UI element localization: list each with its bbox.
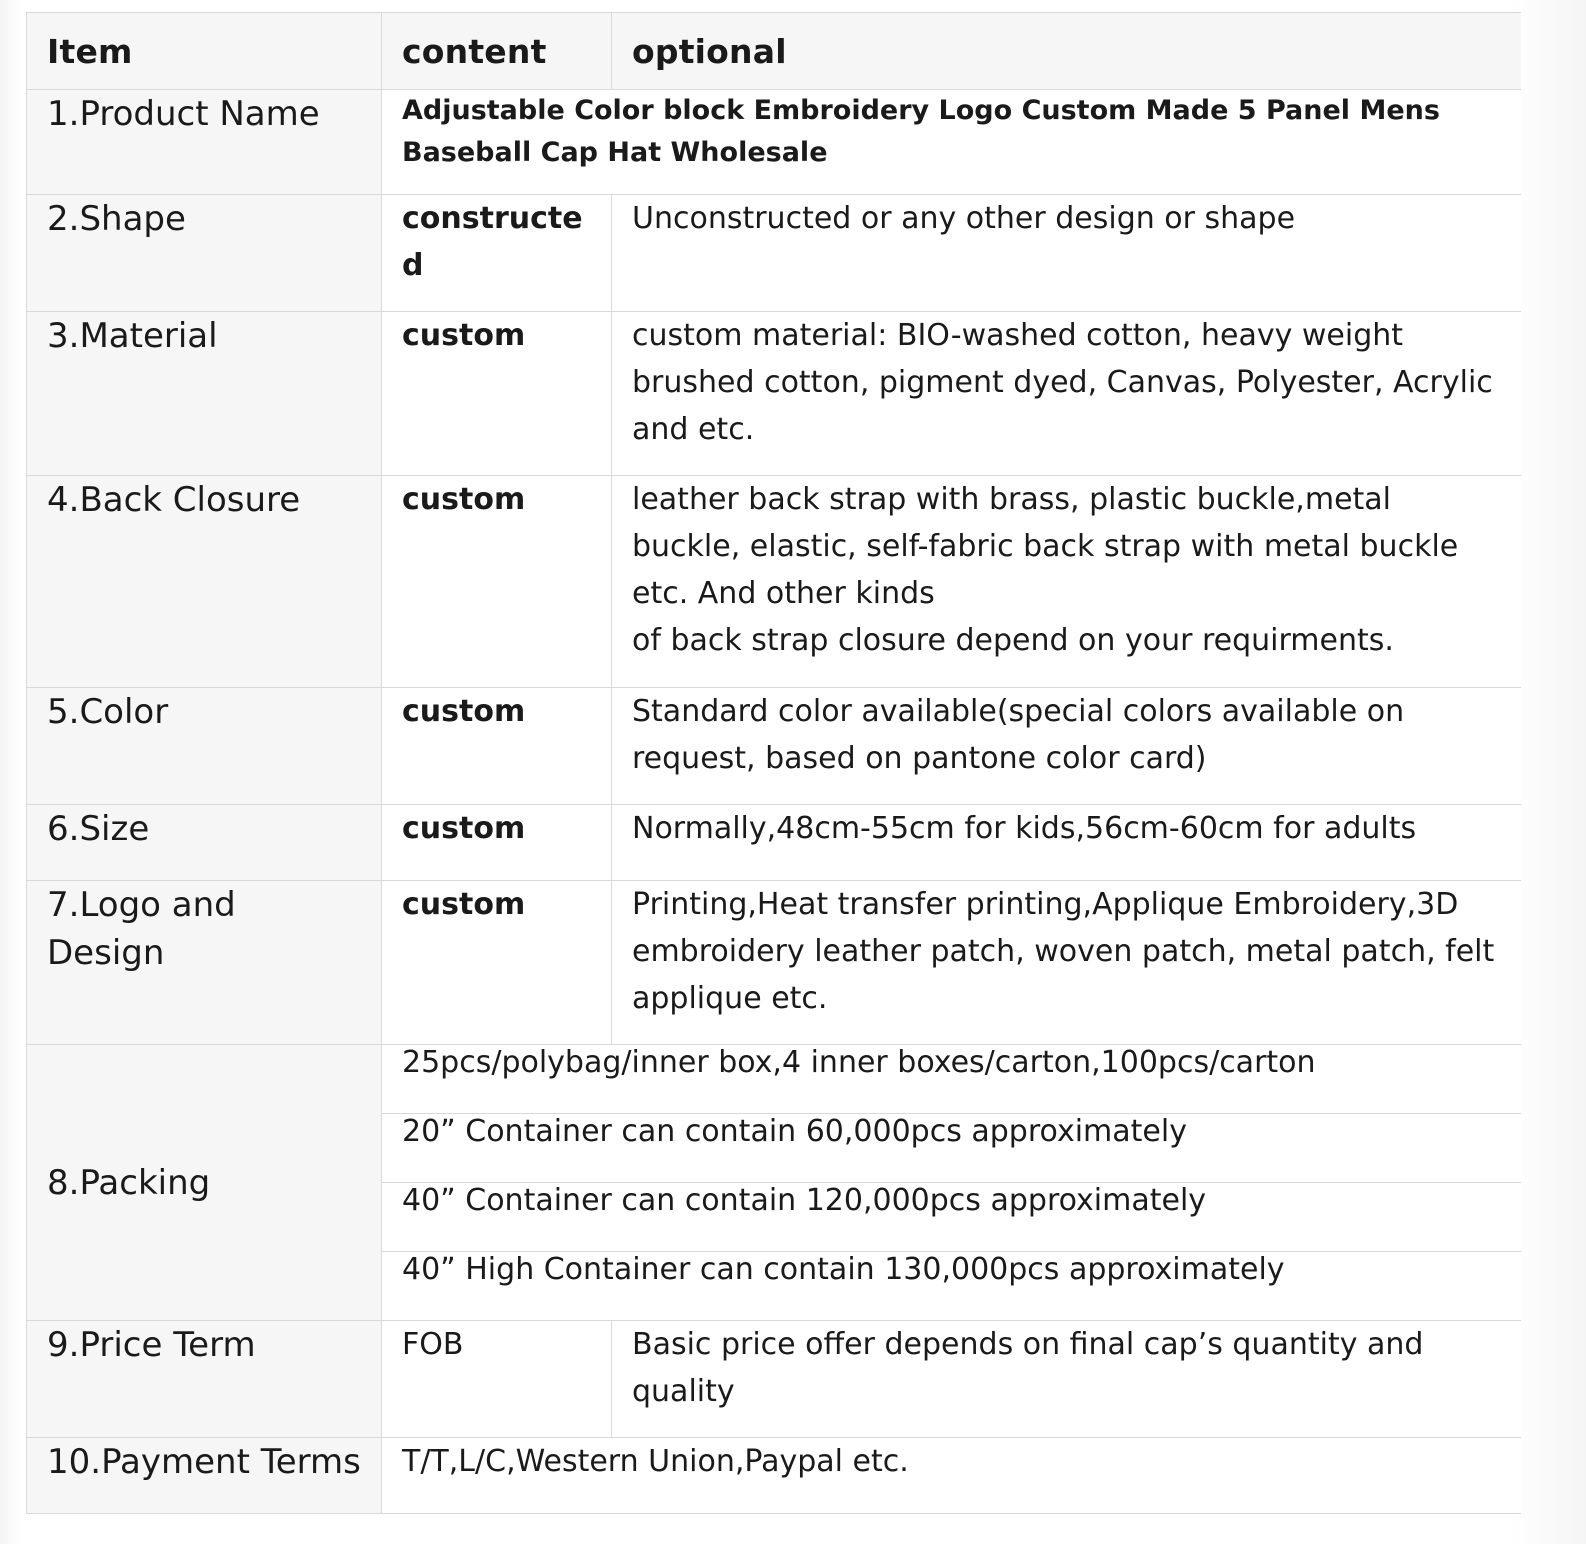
row-optional: custom material: BIO-washed cotton, heavy weight brushed cotton, pigment dyed, Canvas, Polyester, Acrylic and etc. — [612, 312, 1521, 476]
row-content: custom — [382, 805, 612, 881]
row-label: 2.Shape — [27, 195, 382, 312]
row-label: 5.Color — [27, 688, 382, 805]
product-name-value: Adjustable Color block Embroidery Logo Custom Made 5 Panel Mens Baseball Cap Hat Wholesale — [382, 90, 1521, 195]
row-label: 1.Product Name — [27, 90, 382, 195]
row-content: custom — [382, 476, 612, 688]
row-optional: Normally,48cm-55cm for kids,56cm-60cm for adults — [612, 805, 1521, 881]
row-label: 7.Logo and Design — [27, 881, 382, 1045]
packing-line: 40” High Container can contain 130,000pcs approximately — [382, 1252, 1521, 1321]
table-row-back-closure — [27, 476, 1521, 688]
header-item: Item — [27, 13, 382, 90]
row-label: 10.Payment Terms — [27, 1438, 382, 1514]
table-row-shape — [27, 195, 1521, 312]
header-content: content — [382, 13, 612, 90]
row-optional: Unconstructed or any other design or shape — [612, 195, 1521, 312]
row-optional: leather back strap with brass, plastic buckle,metal buckle, elastic, self-fabric back strap with metal buckle etc. And other kinds of back strap closure depend on your requirments. — [612, 476, 1521, 688]
packing-line: 40” Container can contain 120,000pcs approximately — [382, 1183, 1521, 1252]
packing-line: 25pcs/polybag/inner box,4 inner boxes/carton,100pcs/carton — [382, 1045, 1521, 1114]
table-row-color — [27, 688, 1521, 805]
table-row-logo — [27, 881, 1521, 1045]
table-row-size — [27, 805, 1521, 881]
table-row-packing — [27, 1045, 1521, 1114]
row-label: 6.Size — [27, 805, 382, 881]
row-content: custom — [382, 881, 612, 1045]
row-label: 9.Price Term — [27, 1321, 382, 1438]
product-spec-table — [26, 12, 1521, 1514]
row-label: 3.Material — [27, 312, 382, 476]
table-row-material — [27, 312, 1521, 476]
row-content: custom — [382, 688, 612, 805]
row-content: custom — [382, 312, 612, 476]
table-row-product-name — [27, 90, 1521, 195]
payment-value: T/T,L/C,Western Union,Paypal etc. — [382, 1438, 1521, 1514]
table-header-row — [27, 13, 1521, 90]
row-label: 4.Back Closure — [27, 476, 382, 688]
packing-line: 20” Container can contain 60,000pcs approximately — [382, 1114, 1521, 1183]
row-content: constructe d — [382, 195, 612, 312]
table-row-price-term — [27, 1321, 1521, 1438]
table-row-payment — [27, 1438, 1521, 1514]
row-label: 8.Packing — [27, 1045, 382, 1321]
header-optional: optional — [612, 13, 1521, 90]
row-content: FOB — [382, 1321, 612, 1438]
row-optional: Printing,Heat transfer printing,Applique Embroidery,3D embroidery leather patch, woven patch, metal patch, felt applique etc. — [612, 881, 1521, 1045]
row-optional: Standard color available(special colors available on request, based on pantone color card) — [612, 688, 1521, 805]
row-optional: Basic price offer depends on final cap’s quantity and quality — [612, 1321, 1521, 1438]
